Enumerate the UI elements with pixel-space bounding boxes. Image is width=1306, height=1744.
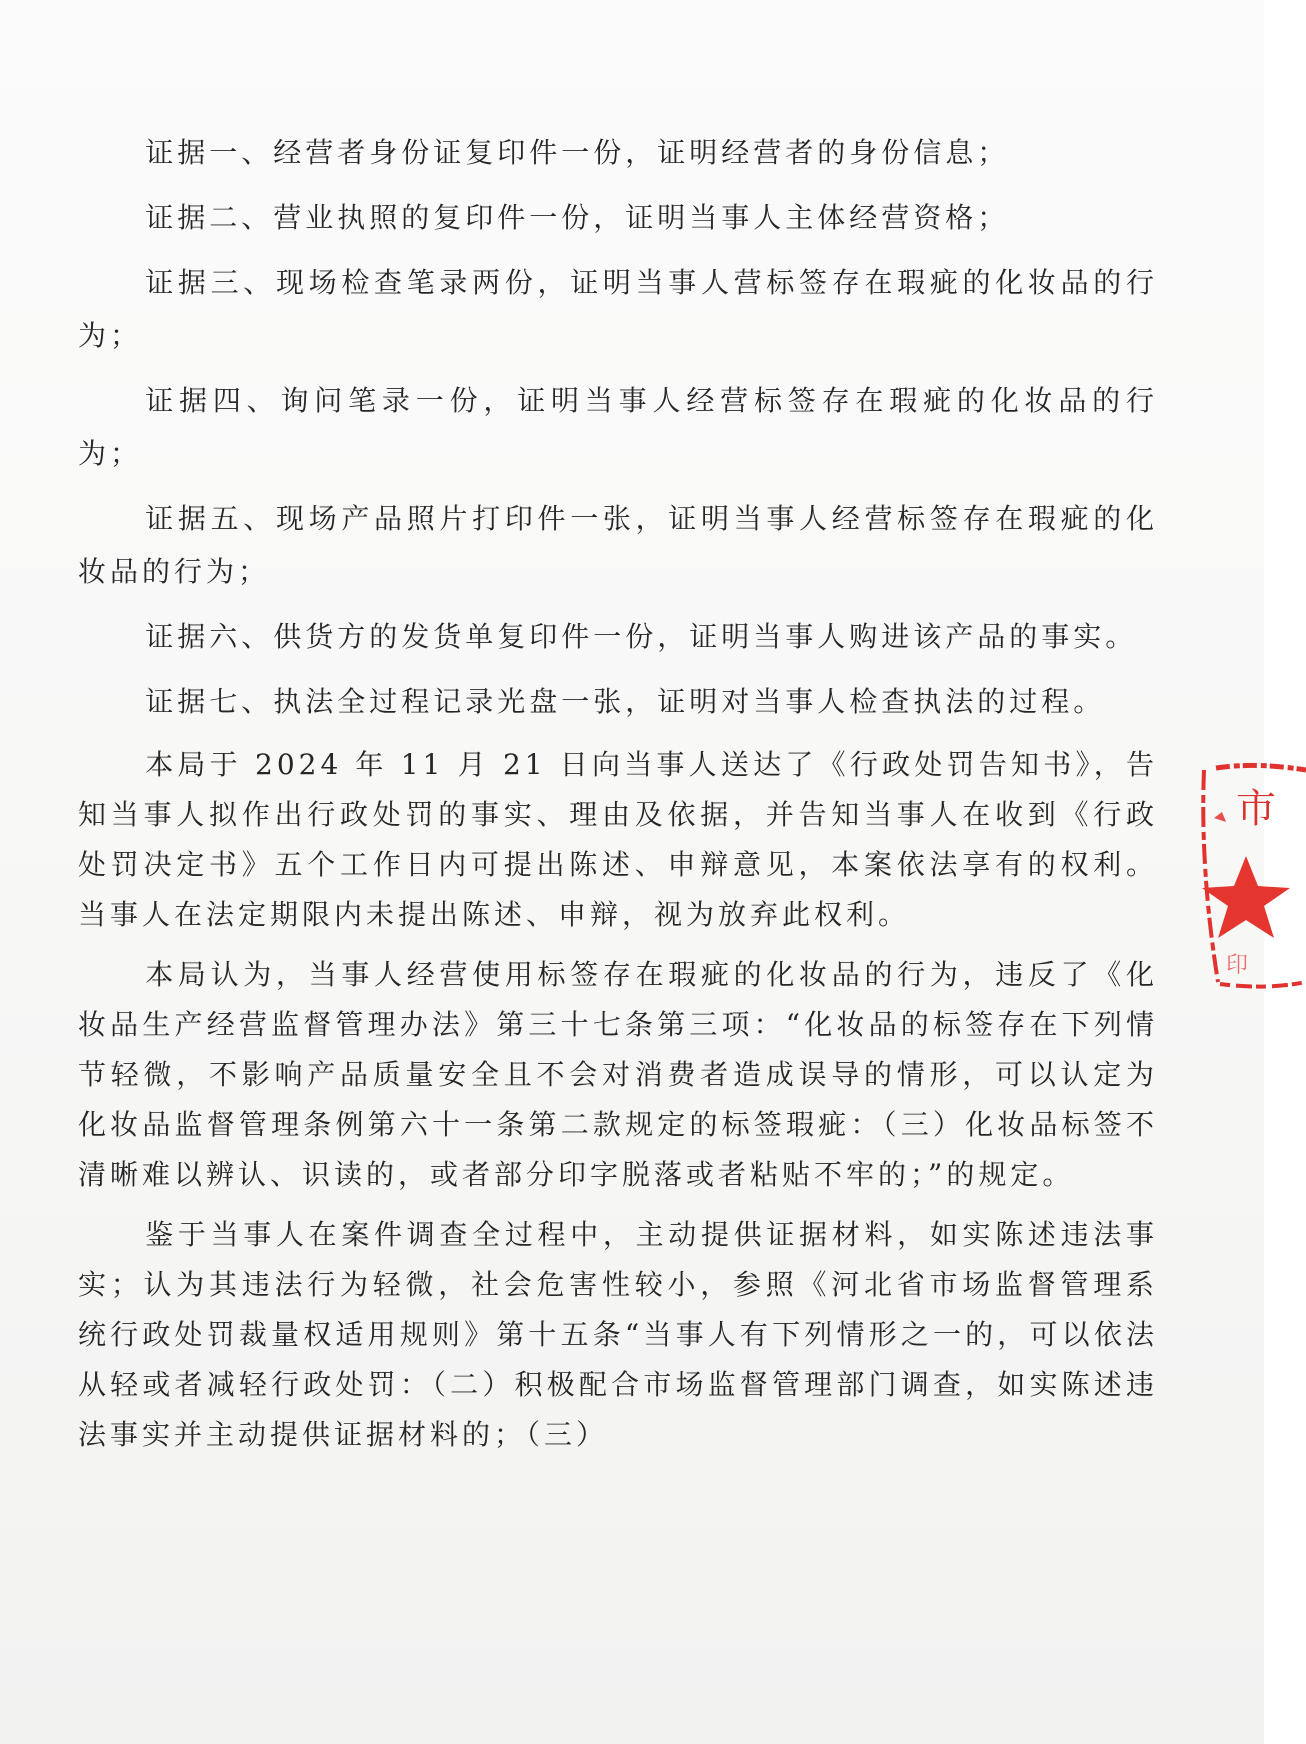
- evidence-item-7: 证据七、执法全过程记录光盘一张，证明对当事人检查执法的过程。: [145, 685, 1106, 718]
- mitigation-paragraph: 鉴于当事人在案件调查全过程中，主动提供证据材料，如实陈述违法事实；认为其违法行为轻微，社会危害性较小，参照《河北省市场监督管理系统行政处罚裁量权适用规则》第十五条“当事人有下列情形之一的，可以依法从轻或者减轻行政处罚：（二）积极配合市场监督管理部门调查，如实陈述违法事实并主动提供证据材料的；（三）: [78, 1218, 1158, 1451]
- evidence-item-1: 证据一、经营者身份证复印件一份，证明经营者的身份信息；: [145, 136, 1010, 169]
- seal-character: 市: [1236, 786, 1276, 832]
- official-seal-stamp: [1196, 760, 1306, 990]
- notice-paragraph: 本局于 2024 年 11 月 21 日向当事人送达了《行政处罚告知书》，告知当事人拟作出行政处罚的事实、理由及依据，并告知当事人在收到《行政处罚决定书》五个工作日内可提出陈述、申辩意见，本案依法享有的权利。当事人在法定期限内未提出陈述、申辩，视为放弃此权利。: [78, 748, 1158, 931]
- finding-paragraph: 本局认为，当事人经营使用标签存在瑕疵的化妆品的行为，违反了《化妆品生产经营监督管理办法》第三十七条第三项：“化妆品的标签存在下列情节轻微，不影响产品质量安全且不会对消费者造成误导的情形，可以认定为化妆品监督管理条例第六十一条第二款规定的标签瑕疵：（三）化妆品标签不清晰难以辨认、识读的，或者部分印字脱落或者粘贴不牢的；”的规定。: [78, 958, 1158, 1191]
- evidence-item-2: 证据二、营业执照的复印件一份，证明当事人主体经营资格；: [145, 201, 1010, 234]
- evidence-item-4: 证据四、询问笔录一份，证明当事人经营标签存在瑕疵的化妆品的行为；: [78, 384, 1158, 470]
- svg-text:印: 印: [1226, 953, 1249, 978]
- document-body: [78, 126, 1158, 1470]
- evidence-item-3: 证据三、现场检查笔录两份，证明当事人营标签存在瑕疵的化妆品的行为；: [78, 266, 1158, 352]
- evidence-item-5: 证据五、现场产品照片打印件一张，证明当事人经营标签存在瑕疵的化妆品的行为；: [78, 502, 1158, 588]
- evidence-item-6: 证据六、供货方的发货单复印件一份，证明当事人购进该产品的事实。: [145, 620, 1138, 653]
